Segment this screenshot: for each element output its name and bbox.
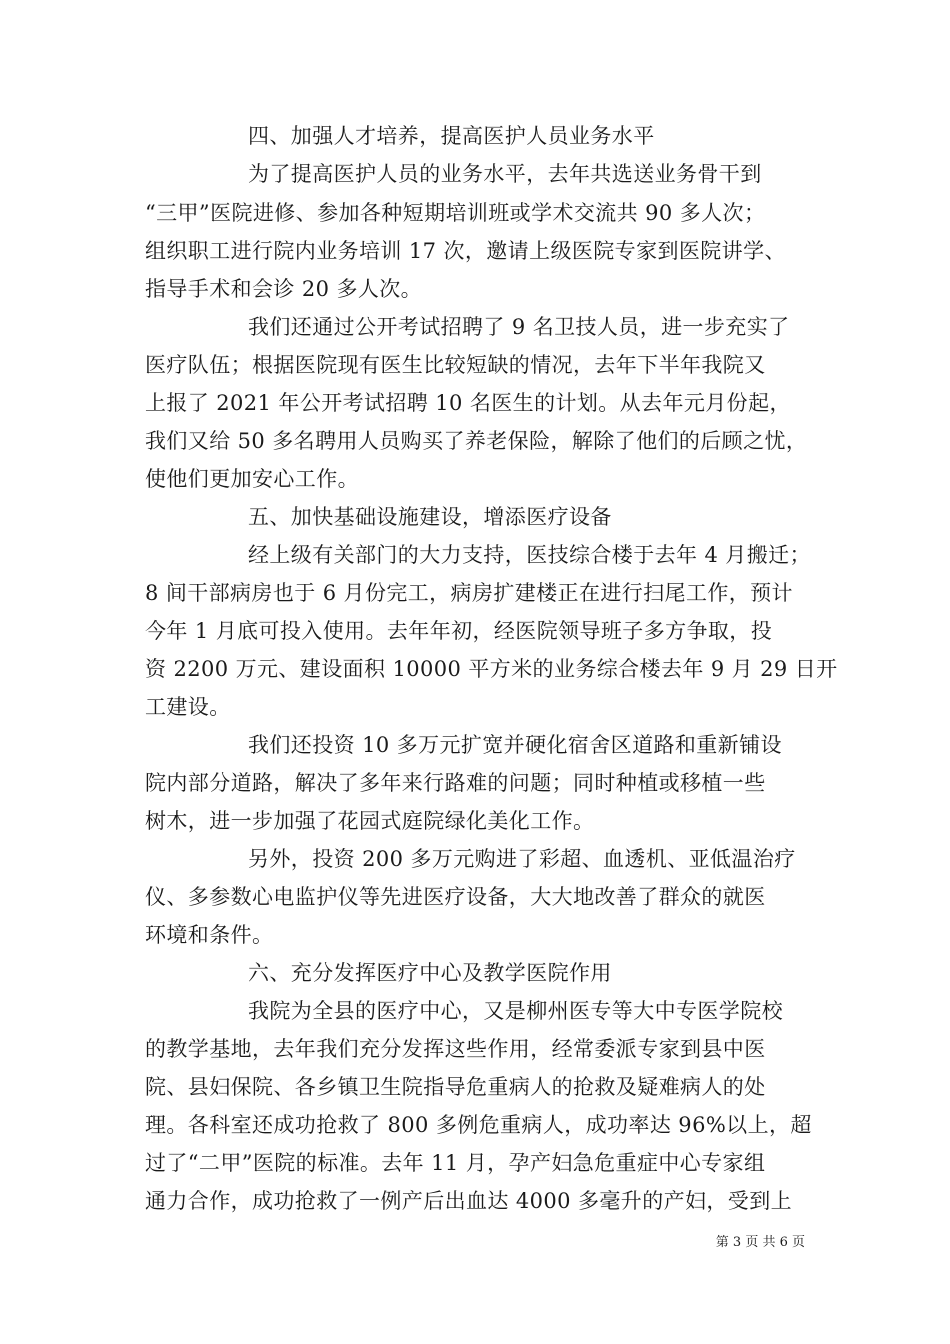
paragraph-line: 树木，进一步加强了花园式庭院绿化美化工作。 xyxy=(145,809,595,833)
paragraph-line: 另外，投资 200 多万元购进了彩超、血透机、亚低温治疗 xyxy=(248,847,796,871)
paragraph-line: 上报了 2021 年公开考试招聘 10 名医生的计划。从去年元月份起， xyxy=(145,391,791,415)
section-heading-6: 六、充分发挥医疗中心及教学医院作用 xyxy=(248,961,612,985)
page-number-footer: 第 3 页 共 6 页 xyxy=(715,1235,805,1250)
paragraph-line: 使他们更加安心工作。 xyxy=(145,467,359,491)
paragraph-line: 经上级有关部门的大力支持，医技综合楼于去年 4 月搬迁； xyxy=(248,543,811,567)
paragraph-line: 过了“二甲”医院的标准。去年 11 月，孕产妇急危重症中心专家组 xyxy=(145,1151,766,1175)
paragraph-line: 院、县妇保院、各乡镇卫生院指导危重病人的抢救及疑难病人的处 xyxy=(145,1075,766,1099)
paragraph-line: 组织职工进行院内业务培训 17 次，邀请上级医院专家到医院讲学、 xyxy=(145,239,786,263)
paragraph-line: 通力合作，成功抢救了一例产后出血达 4000 多毫升的产妇，受到上 xyxy=(145,1189,792,1213)
section-heading-5: 五、加快基础设施建设，增添医疗设备 xyxy=(248,505,612,529)
paragraph-line: 我们又给 50 多名聘用人员购买了养老保险，解除了他们的后顾之忧， xyxy=(145,429,808,453)
paragraph-line: 院内部分道路，解决了多年来行路难的问题；同时种植或移植一些 xyxy=(145,771,766,795)
paragraph-line: 工建设。 xyxy=(145,695,231,719)
paragraph-line: 8 间干部病房也于 6 月份完工，病房扩建楼正在进行扫尾工作，预计 xyxy=(145,581,793,605)
paragraph-line: 为了提高医护人员的业务水平，去年共选送业务骨干到 xyxy=(248,162,762,186)
paragraph-line: “三甲”医院进修、参加各种短期培训班或学术交流共 90 多人次； xyxy=(145,201,766,225)
paragraph-line: 理。各科室还成功抢救了 800 多例危重病人，成功率达 96%以上，超 xyxy=(145,1113,812,1137)
paragraph-line: 我们还投资 10 多万元扩宽并硬化宿舍区道路和重新铺设 xyxy=(248,733,782,757)
paragraph-line: 的教学基地，去年我们充分发挥这些作用，经常委派专家到县中医 xyxy=(145,1037,766,1061)
paragraph-line: 环境和条件。 xyxy=(145,923,274,947)
paragraph-line: 指导手术和会诊 20 多人次。 xyxy=(145,277,423,301)
paragraph-line: 我们还通过公开考试招聘了 9 名卫技人员，进一步充实了 xyxy=(248,315,790,339)
paragraph-line: 医疗队伍；根据医院现有医生比较短缺的情况，去年下半年我院又 xyxy=(145,353,766,377)
paragraph-line: 仪、多参数心电监护仪等先进医疗设备，大大地改善了群众的就医 xyxy=(145,885,766,909)
paragraph-line: 今年 1 月底可投入使用。去年年初，经医院领导班子多方争取，投 xyxy=(145,619,773,643)
section-heading-4: 四、加强人才培养，提高医护人员业务水平 xyxy=(248,124,655,148)
paragraph-line: 资 2200 万元、建设面积 10000 平方米的业务综合楼去年 9 月 29 日开 xyxy=(145,657,838,681)
paragraph-line: 我院为全县的医疗中心，又是柳州医专等大中专医学院校 xyxy=(248,999,783,1023)
